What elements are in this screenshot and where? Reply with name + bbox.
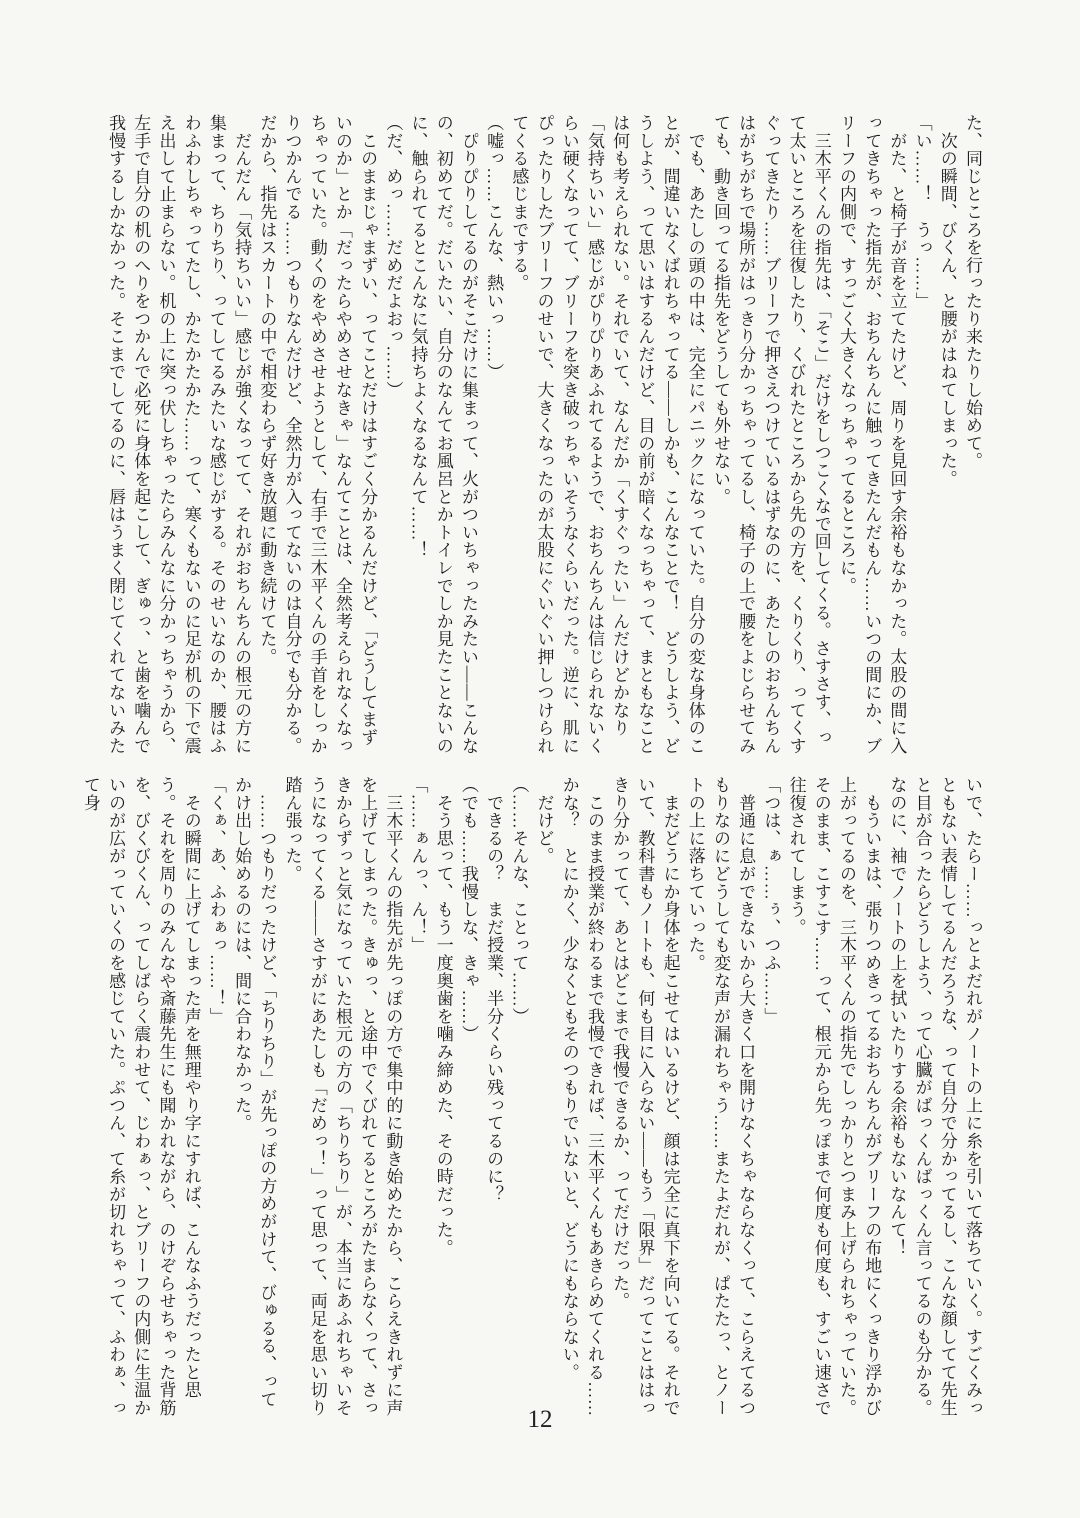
paragraph: （……そんな、ことって……） [509, 776, 529, 1026]
paragraph: このまま授業が終わるまで我慢できれば、三木平くんもあきらめてくれる……かな？ とにかく、少なくともそのつもりでいないと、どうにもならない。 [559, 776, 604, 1417]
page-number: 12 [527, 1406, 553, 1433]
paragraph: だけど。 [534, 776, 554, 865]
paragraph: 三木平くんの指先は、「そこ」だけをしつこくなで回してくる。さすさす、って太いところを往復したり、くびれたところから先の方を、くりくり、ってくすぐってきたり……ブリーフで押さえつけているはずなのに、あたしのおちんちんはがちがちで場所がはっきり分かっちゃってるし、椅子の上で腰をよじらせてみても、動き回ってる指先をどうしても外せない。 [710, 114, 831, 755]
paragraph: そう思って、もう一度奥歯を噛み締めた、その時だった。 [433, 776, 453, 1257]
paragraph: 「くぁ、あ、ふわぁっ……！」 [206, 776, 226, 1026]
paragraph: その瞬間に上げてしまった声を無理やり字にすれば、こんなふうだったと思う。それを周りのみんなや斎藤先生にも聞かれながら、のけぞらせちゃった背筋を、びくびくん、ってしばらく震わせて、じわぁっ、とブリーフの内側に生温かいのが広がっていくのを感じていた。ぷつん、て糸が切れちゃって、ふわぁ、って身 [80, 776, 201, 1417]
paragraph: （嘘っ……こんな、熱いっ……） [484, 114, 504, 381]
paragraph: ……つもりだったけど、「ちりちり」が先っぽの方めがけて、びゅるる、ってかけ出し始めるのには、間に合わなかった。 [232, 776, 277, 1409]
paragraph: まだどうにか身体を起こせてはいるけど、顔は完全に真下を向いてる。それでいて、教科書もノートも、何も目に入らない――もう「限界」だってことははっきり分かってて、あとはどこまで我慢できるか、ってだけだった。 [610, 776, 680, 1417]
paragraph: このままじゃまずい、ってことだけはすごく分かるんだけど、「どうしてまずいのか」とか「だったらやめさせなきゃ」なんてことは、全然考えられなくなっちゃっていた。動くのをやめさせようとして、右手で三木平くんの手首をしっかりつかんでる……つもりなんだけど、全然力が入ってないのは自分でも分かる。だから、指先はスカートの中で相変わらず好き放題に動き続けてた。 [257, 114, 378, 755]
paragraph: 「い……！ うっ……」 [912, 114, 932, 310]
paragraph: 「……ぁんっ、ん！」 [408, 776, 428, 954]
paragraph: ぴりぴりしてるのがそこだけに集まって、火がついちゃったみたい――こんなの、初めてだ。だいたい、自分のなんてお風呂とかトイレでしか見たことないのに、触られてるとこんなに気持ちよくなるなんて……！ [408, 114, 478, 755]
paragraph: （だ、めっ……だめだよおっ……） [383, 114, 403, 399]
paragraph: 次の瞬間、びくん、と腰がはねてしまった。 [937, 114, 957, 488]
paragraph: た、同じところを行ったり来たりし始めて。 [963, 114, 982, 470]
paragraph: でも、あたしの頭の中は、完全にパニックになっていた。自分の変な身体のことが、間違いなくばれちゃってる――しかも、こんなことで！ どうしよう、どうしよう、って思いはするんだけど、目の前が暗くなっちゃって、まともなことは何も考えられない。それでいて、なんだか「くすぐったい」んだけどかなり「気持ちいい」感じがぴりぴりあふれてるようで、おちんちんは信じられないくらい硬くなってて、ブリーフを突き破っちゃいそうなくらいだった。逆に、肌にぴったりしたブリーフのせいで、大きくなったのが太股にぐいぐい押しつけられてくる感じまでする。 [509, 114, 705, 755]
paragraph: できるの？ まだ授業、半分くらい残ってるのに？ [484, 776, 504, 1204]
paragraph: がた、と椅子が音を立てたけど、周りを見回す余裕もなかった。太股の間に入ってきちゃった指先が、おちんちんに触ってきたんだもん……いつの間にか、ブリーフの内側で、すっごく大きくなっちゃってるところに。 [836, 114, 907, 755]
paragraph: 普通に息ができないから大きく口を開けなくちゃならなくって、こらえてるつもりなのにどうしても変な声が漏れちゃう……またよだれが、ぱたたっ、とノートの上に落ちていった。 [685, 776, 756, 1417]
paragraph: だんだん「気持ちいい」感じが強くなってて、それがおちんちんの根元の方に集まって、ちりちり、ってしてるみたいな感じがする。そのせいなのか、腰はふわふわしちゃってたし、かたかたかた……って、寒くもないのに足が机の下で震え出して止まらない。机の上に突っ伏しちゃったらみんなに分かっちゃうから、左手で自分の机のへりをつかんで必死に身体を起こして、ぎゅっ、と歯を噛んで我慢するしかなかった。そこまでしてるのに、唇はうまく閉じてくれてないみた [106, 114, 252, 755]
text-block-bottom [78, 776, 985, 1424]
paragraph: （でも……我慢しな、きゃ……） [458, 776, 478, 1043]
paragraph: もういまは、張りつめきってるおちんちんがブリーフの布地にくっきり浮かび上がってるのを、三木平くんの指先でしっかりとつまみ上げられちゃっていた。そのまま、こすこす……って、根元から先っぽまで何度も何度も、すごい速さで往復されてしまう。 [786, 776, 882, 1417]
text-block-top [103, 114, 985, 764]
paragraph: 三木平くんの指先が先っぽの方で集中的に動き始めたから、こらえきれずに声を上げてしまった。きゅっ、と途中でくびれてるところがたまらなくって、さっきからずっと気になっていた根元の方の「ちりちり」が、本当にあふれちゃいそうになってくる――さすがにあたしも「だめっ！」って思って、両足を思い切り踏ん張った。 [282, 776, 403, 1417]
paragraph: いで、たらー……っとよだれがノートの上に糸を引いて落ちていく。すごくみっともない表情してるんだろうな、って自分で分かってるし、こんな顔してて先生と目が合ったらどうしよう、って心臓がばっくんばっくん言ってるのも分かる。なのに、袖でノートの上を拭いたりする余裕もないなんて！ [887, 776, 982, 1417]
paragraph: 「つは、ぁ……ぅ、つふ……」 [761, 776, 781, 1026]
